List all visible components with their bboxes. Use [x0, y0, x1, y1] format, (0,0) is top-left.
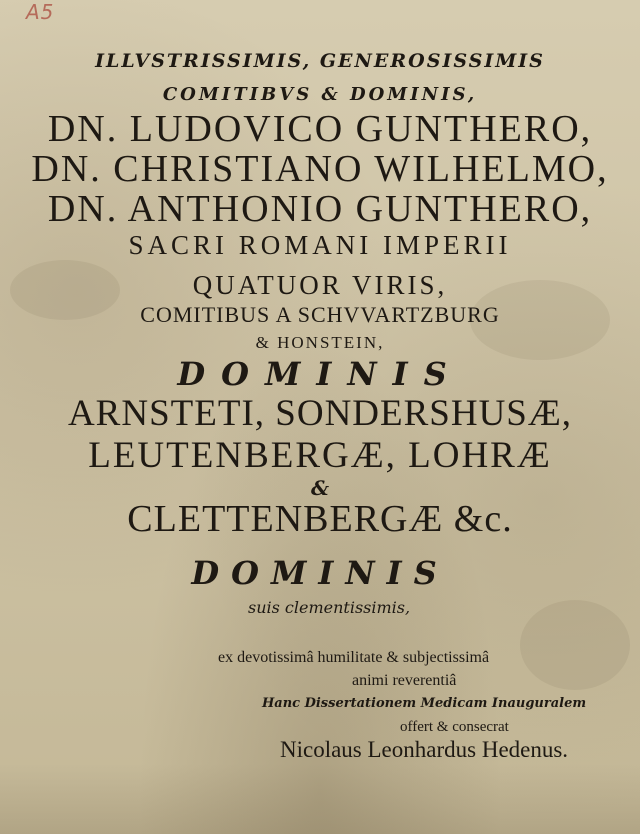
- dedication-line-8: COMITIBUS A SCHVVARTZBURG: [140, 302, 500, 327]
- corner-mark: A5: [26, 0, 55, 24]
- dedication-line-4: DN. CHRISTIANO WILHELMO,: [31, 148, 609, 190]
- dedication-line-13: &: [310, 476, 330, 500]
- dedication-line-5: DN. ANTHONIO GUNTHERO,: [47, 188, 593, 230]
- offering-line-4: offert & consecrat: [400, 719, 509, 735]
- dedication-line-9: & HONSTEIN,: [255, 333, 385, 352]
- offering-line-1: ex devotissimâ humilitate & subjectissimâ: [218, 649, 490, 666]
- offering-line-2: animi reverentiâ: [352, 672, 457, 689]
- author-name: Nicolaus Leonhardus Hedenus.: [280, 737, 569, 762]
- dedication-line-11: ARNSTETI, SONDERSHUSÆ,: [67, 393, 573, 434]
- dedication-line-6: SACRI ROMANI IMPERII: [128, 230, 512, 260]
- dedication-line-15: DOMINIS: [191, 554, 449, 592]
- dedication-line-16: suis clementissimis,: [248, 598, 411, 617]
- dedication-line-12: LEUTENBERGÆ, LOHRÆ: [88, 435, 552, 476]
- dedication-line-14: CLETTENBERGÆ &c.: [127, 498, 513, 540]
- dedication-line-2: COMITIBVS & DOMINIS,: [162, 84, 478, 105]
- page-bottom-shadow: [0, 764, 640, 834]
- dedication-line-3: DN. LUDOVICO GUNTHERO,: [47, 108, 593, 150]
- dedication-line-10: DOMINIS: [177, 355, 463, 393]
- dedication-line-1: ILLVSTRISSIMIS, GENEROSISSIMIS: [95, 50, 545, 72]
- dedication-line-7: QUATUOR VIRIS,: [192, 270, 448, 300]
- offering-line-3: Hanc Dissertationem Medicam Inauguralem: [262, 696, 587, 711]
